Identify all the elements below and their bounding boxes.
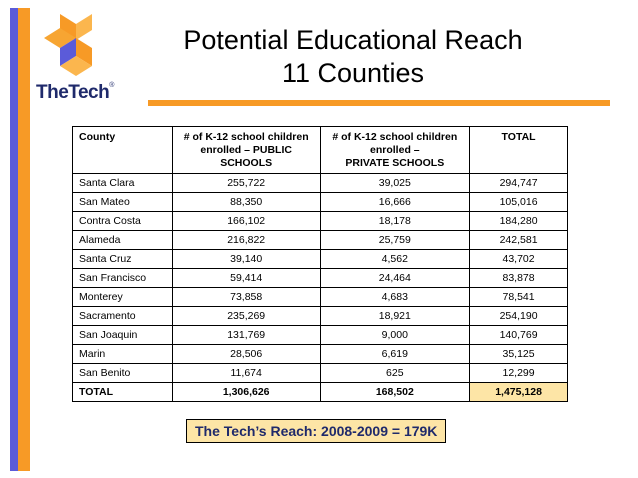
table-cell: San Benito	[73, 364, 173, 383]
table-cell: 9,000	[320, 326, 470, 345]
table-cell: 73,858	[172, 288, 320, 307]
title-divider	[148, 100, 610, 106]
header-county	[73, 127, 173, 174]
left-accent-bar-blue	[10, 8, 18, 471]
table-row	[73, 212, 568, 231]
header-label: County	[79, 131, 116, 143]
table-cell: 140,769	[470, 326, 568, 345]
table-row	[73, 231, 568, 250]
logo-wordmark: TheTech®	[36, 82, 114, 103]
table-cell: 166,102	[172, 212, 320, 231]
header-label: enrolled –	[370, 144, 420, 156]
table-cell: 235,269	[172, 307, 320, 326]
table-cell: 168,502	[320, 383, 470, 402]
table-cell: San Joaquin	[73, 326, 173, 345]
table-cell: 39,140	[172, 250, 320, 269]
reach-callout: The Tech’s Reach: 2008-2009 = 179K	[186, 419, 446, 443]
header-label: SCHOOLS	[220, 157, 273, 169]
grand-total-cell: 1,475,128	[470, 383, 568, 402]
table-cell: Santa Clara	[73, 174, 173, 193]
table-cell: 255,722	[172, 174, 320, 193]
table-cell: 88,350	[172, 193, 320, 212]
table-cell: 83,878	[470, 269, 568, 288]
table-cell: Sacramento	[73, 307, 173, 326]
table-row	[73, 307, 568, 326]
header-label: enrolled – PUBLIC	[200, 144, 292, 156]
table-cell: 18,921	[320, 307, 470, 326]
table-row	[73, 269, 568, 288]
table-cell: 24,464	[320, 269, 470, 288]
header-label: TOTAL	[501, 131, 536, 143]
header-private	[320, 127, 470, 174]
table-cell: San Francisco	[73, 269, 173, 288]
title-line-1: Potential Educational Reach	[183, 25, 523, 55]
table-cell: 18,178	[320, 212, 470, 231]
table-cell: 625	[320, 364, 470, 383]
table-cell: 131,769	[172, 326, 320, 345]
table-total-row	[73, 383, 568, 402]
table-cell: 11,674	[172, 364, 320, 383]
header-total	[470, 127, 568, 174]
table-cell: Monterey	[73, 288, 173, 307]
table-cell: 78,541	[470, 288, 568, 307]
table-header-row	[73, 127, 568, 174]
left-accent-bar-orange	[18, 8, 30, 471]
table-cell: 6,619	[320, 345, 470, 364]
table-cell: San Mateo	[73, 193, 173, 212]
table-row	[73, 326, 568, 345]
table-row	[73, 174, 568, 193]
header-public	[172, 127, 320, 174]
header-label: # of K-12 school children	[183, 131, 309, 143]
table-row	[73, 193, 568, 212]
table-cell: 12,299	[470, 364, 568, 383]
slide-title	[148, 24, 558, 90]
table-cell: 28,506	[172, 345, 320, 364]
table-cell: 216,822	[172, 231, 320, 250]
table-cell: 35,125	[470, 345, 568, 364]
table-cell: 254,190	[470, 307, 568, 326]
table-row	[73, 288, 568, 307]
table-cell: 25,759	[320, 231, 470, 250]
table-cell: 4,683	[320, 288, 470, 307]
table-cell: 105,016	[470, 193, 568, 212]
table-cell: Contra Costa	[73, 212, 173, 231]
title-line-2: 11 Counties	[281, 58, 425, 88]
table-cell: 4,562	[320, 250, 470, 269]
logo-mark-icon	[40, 10, 110, 82]
table-row	[73, 250, 568, 269]
table-cell: Alameda	[73, 231, 173, 250]
header-label: PRIVATE SCHOOLS	[345, 157, 445, 169]
table-cell: 184,280	[470, 212, 568, 231]
table-cell: 1,306,626	[172, 383, 320, 402]
table-row	[73, 364, 568, 383]
table-cell: 43,702	[470, 250, 568, 269]
table-cell: 59,414	[172, 269, 320, 288]
header-label: # of K-12 school children	[332, 131, 458, 143]
table-cell: 39,025	[320, 174, 470, 193]
table-cell: Santa Cruz	[73, 250, 173, 269]
reach-table	[72, 126, 568, 402]
the-tech-logo	[36, 10, 114, 102]
table-row	[73, 345, 568, 364]
table-cell: Marin	[73, 345, 173, 364]
table-cell: 294,747	[470, 174, 568, 193]
table-cell: 242,581	[470, 231, 568, 250]
table-cell: 16,666	[320, 193, 470, 212]
table-cell: TOTAL	[73, 383, 173, 402]
